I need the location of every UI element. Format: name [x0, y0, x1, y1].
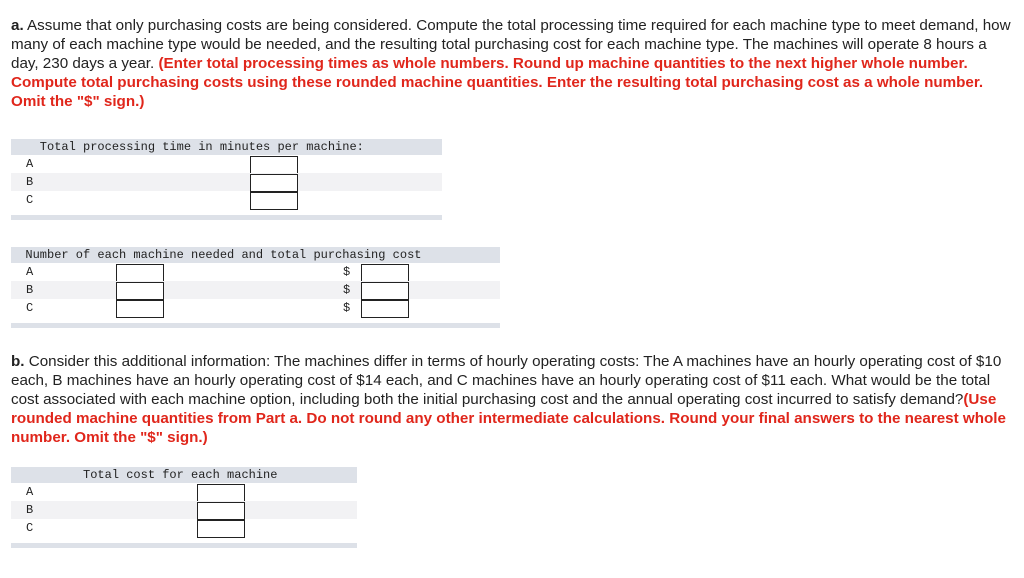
machines-a-input[interactable] — [116, 264, 164, 282]
processing-time-a-input[interactable] — [250, 156, 298, 174]
row-label: C — [26, 193, 34, 207]
part-b-question — [11, 352, 1011, 447]
machines-cost-table — [11, 247, 500, 328]
processing-time-c-input[interactable] — [250, 192, 298, 210]
part-a-question — [11, 16, 1011, 111]
total-cost-table — [11, 467, 357, 548]
purchase-cost-c-input[interactable] — [361, 300, 409, 318]
machines-c-input[interactable] — [116, 300, 164, 318]
total-cost-b-input[interactable] — [197, 502, 245, 520]
table-row — [11, 263, 500, 281]
row-label: B — [26, 283, 34, 297]
total-cost-c-input[interactable] — [197, 520, 245, 538]
table-header: Number of each machine needed and total purchasing cost — [11, 247, 500, 263]
table-row — [11, 501, 357, 519]
table-row — [11, 299, 500, 317]
part-a-instruction: (Enter total processing times as whole numbers. Round up machine quantities to the next higher whole number. Compute total purchasing costs using these rounded machine quantities. Enter the resulting total purchasing cost as a whole number. Omit the "$" sign.) — [11, 55, 984, 110]
row-label: B — [26, 503, 34, 517]
processing-time-b-input[interactable] — [250, 174, 298, 192]
table-row — [11, 155, 442, 173]
part-b-text: Consider this additional information: The machines differ in terms of hourly operating costs: The A machines have an hourly operating cost of $10 each, B machines have an hourly operating cost of $14 each, and C machines have an hourly operating cost of $11 each. What would be the total cost associated with each machine option, including both the initial purchasing cost and the annual operating cost incurred to satisfy demand? — [11, 353, 1002, 408]
total-cost-a-input[interactable] — [197, 484, 245, 502]
part-b-label: b. — [11, 353, 25, 370]
table-header: Total cost for each machine — [11, 467, 357, 483]
part-a-text: Assume that only purchasing costs are being considered. Compute the total processing time required for each machine type to meet demand, how many of each machine type would be needed, and the resulting total purchasing cost for each machine type. The machines will operate 8 hours a day, 230 days a year. — [11, 17, 1011, 72]
table-row — [11, 483, 357, 501]
row-label: A — [26, 265, 34, 279]
dollar-sign: $ — [343, 265, 351, 279]
row-label: C — [26, 301, 34, 315]
row-label: B — [26, 175, 34, 189]
dollar-sign: $ — [343, 301, 351, 315]
table-footer-bar — [11, 323, 500, 328]
table-row — [11, 281, 500, 299]
processing-time-table — [11, 139, 442, 220]
row-label: A — [26, 485, 34, 499]
table-row — [11, 173, 442, 191]
row-label: C — [26, 521, 34, 535]
table-footer-bar — [11, 215, 442, 220]
machines-b-input[interactable] — [116, 282, 164, 300]
table-header: Total processing time in minutes per machine: — [11, 139, 442, 155]
part-b-instruction: (Use rounded machine quantities from Part a. Do not round any other intermediate calculations. Round your final answers to the nearest whole number. Omit the "$" sign.) — [11, 391, 1006, 446]
purchase-cost-a-input[interactable] — [361, 264, 409, 282]
purchase-cost-b-input[interactable] — [361, 282, 409, 300]
table-footer-bar — [11, 543, 357, 548]
row-label: A — [26, 157, 34, 171]
table-row — [11, 191, 442, 209]
table-row — [11, 519, 357, 537]
part-a-label: a. — [11, 17, 24, 34]
dollar-sign: $ — [343, 283, 351, 297]
